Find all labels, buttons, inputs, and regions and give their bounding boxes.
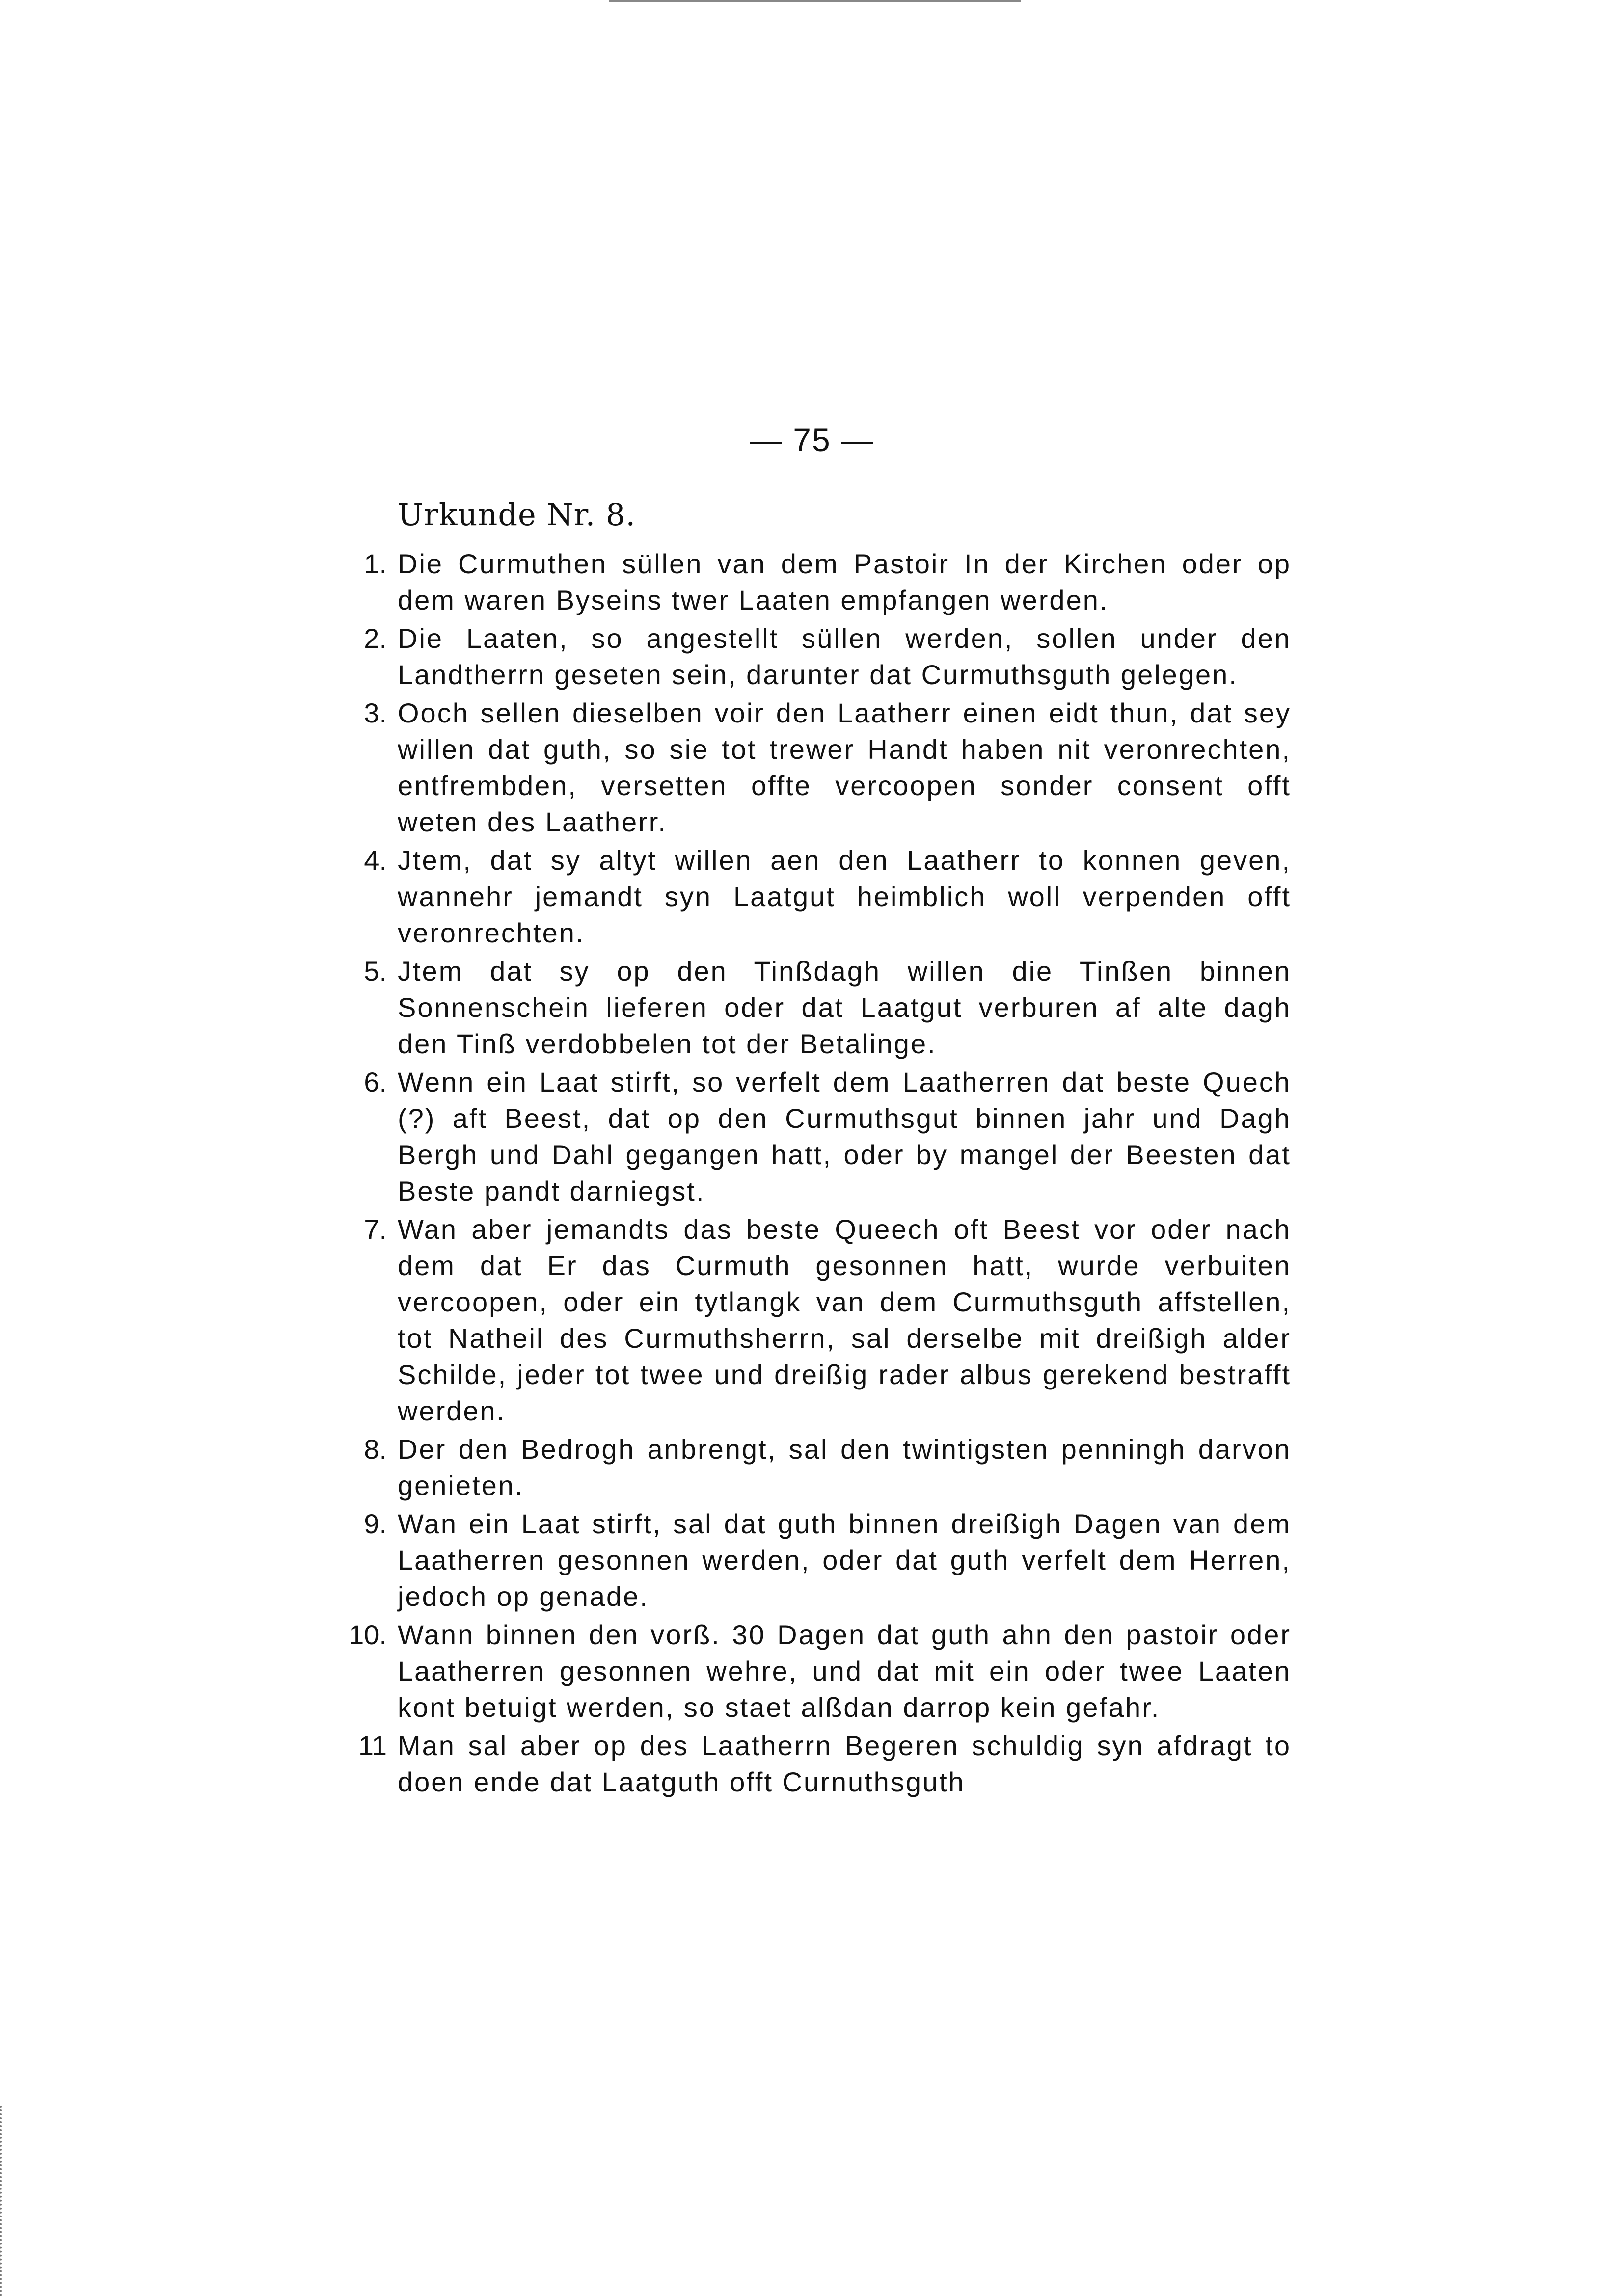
clause-number: 10. (349, 1619, 387, 1650)
document-heading: Urkunde Nr. 8. (398, 497, 636, 533)
clause-text: Wan ein Laat stirft, sal dat guth binnen dreißigh Dagen van dem Laatherren gesonnen werden, oder dat guth verfelt dem Herren, jedoch op genade. (398, 1508, 1291, 1612)
clause-text: Wan aber jemandts das beste Queech oft Beest vor oder nach dem dat Er das Curmuth gesonnen hatt, wurde verbuiten vercoopen, oder ein tytlangk van dem Curmuthsguth affstellen, tot Natheil des Curmuthsherrn, sal derselbe mit dreißigh alder Schilde, jeder tot twee und dreißig rader albus gerekend bestrafft werden. (398, 1214, 1291, 1426)
clause-list (314, 546, 1291, 1802)
clause-text: Jtem, dat sy altyt willen aen den Laatherr to konnen geven, wannehr jemandt syn Laatgut heimblich woll verpenden offt veronrechten. (398, 845, 1291, 948)
clause-item (314, 842, 1291, 951)
clause-number: 6. (364, 1067, 387, 1097)
clause-item (314, 1506, 1291, 1615)
clause-text: Man sal aber op des Laatherrn Begeren schuldig syn afdragt to doen ende dat Laatguth offt Curnuthsguth (398, 1730, 1291, 1797)
clause-text: Der den Bedrogh anbrengt, sal den twintigsten penningh darvon genieten. (398, 1434, 1291, 1501)
clause-number: 11 (358, 1730, 387, 1761)
scan-margin-marks (0, 2106, 5, 2296)
clause-text: Jtem dat sy op den Tinßdagh willen die Tinßen binnen Sonnenschein lieferen oder dat Laatgut verburen af alte dagh den Tinß verdobbelen tot der Betalinge. (398, 956, 1291, 1059)
clause-text: Wenn ein Laat stirft, so verfelt dem Laatherren dat beste Quech (?) aft Beest, dat op den Curmuthsgut binnen jahr und Dagh Bergh und Dahl gegangen hatt, oder by mangel der Beesten dat Beste pandt darniegst. (398, 1067, 1291, 1206)
clause-item (314, 1211, 1291, 1429)
clause-number: 8. (364, 1434, 387, 1465)
page-number: — 75 — (749, 422, 875, 458)
clause-item (314, 695, 1291, 840)
clause-number: 7. (364, 1214, 387, 1245)
clause-number: 4. (364, 845, 387, 876)
clause-text: Wann binnen den vorß. 30 Dagen dat guth ahn den pastoir oder Laatherren gesonnen wehre, und dat mit ein oder twee Laaten kont betuigt werden, so staet alßdan darrop kein gefahr. (398, 1619, 1291, 1723)
clause-item (314, 620, 1291, 693)
clause-number: 9. (364, 1508, 387, 1539)
clause-number: 3. (364, 697, 387, 728)
clause-text: Ooch sellen dieselben voir den Laatherr einen eidt thun, dat sey willen dat guth, so sie tot trewer Handt haben nit veronrechten, entfrembden, versetten offte vercoopen sonder consent offt weten des Laatherr. (398, 697, 1291, 837)
clause-item (314, 1728, 1291, 1800)
clause-text: Die Curmuthen süllen van dem Pastoir In der Kirchen oder op dem waren Byseins twer Laaten empfangen werden. (398, 548, 1291, 615)
clause-item (314, 1064, 1291, 1209)
clause-item (314, 953, 1291, 1062)
clause-number: 1. (364, 548, 387, 579)
clause-item (314, 1617, 1291, 1726)
clause-text: Die Laaten, so angestellt süllen werden, sollen under den Landtherrn geseten sein, darunter dat Curmuthsguth gelegen. (398, 623, 1291, 690)
clause-item (314, 1431, 1291, 1504)
top-scan-rule (609, 0, 1021, 2)
clause-number: 5. (364, 956, 387, 987)
clause-number: 2. (364, 623, 387, 654)
clause-item (314, 546, 1291, 618)
